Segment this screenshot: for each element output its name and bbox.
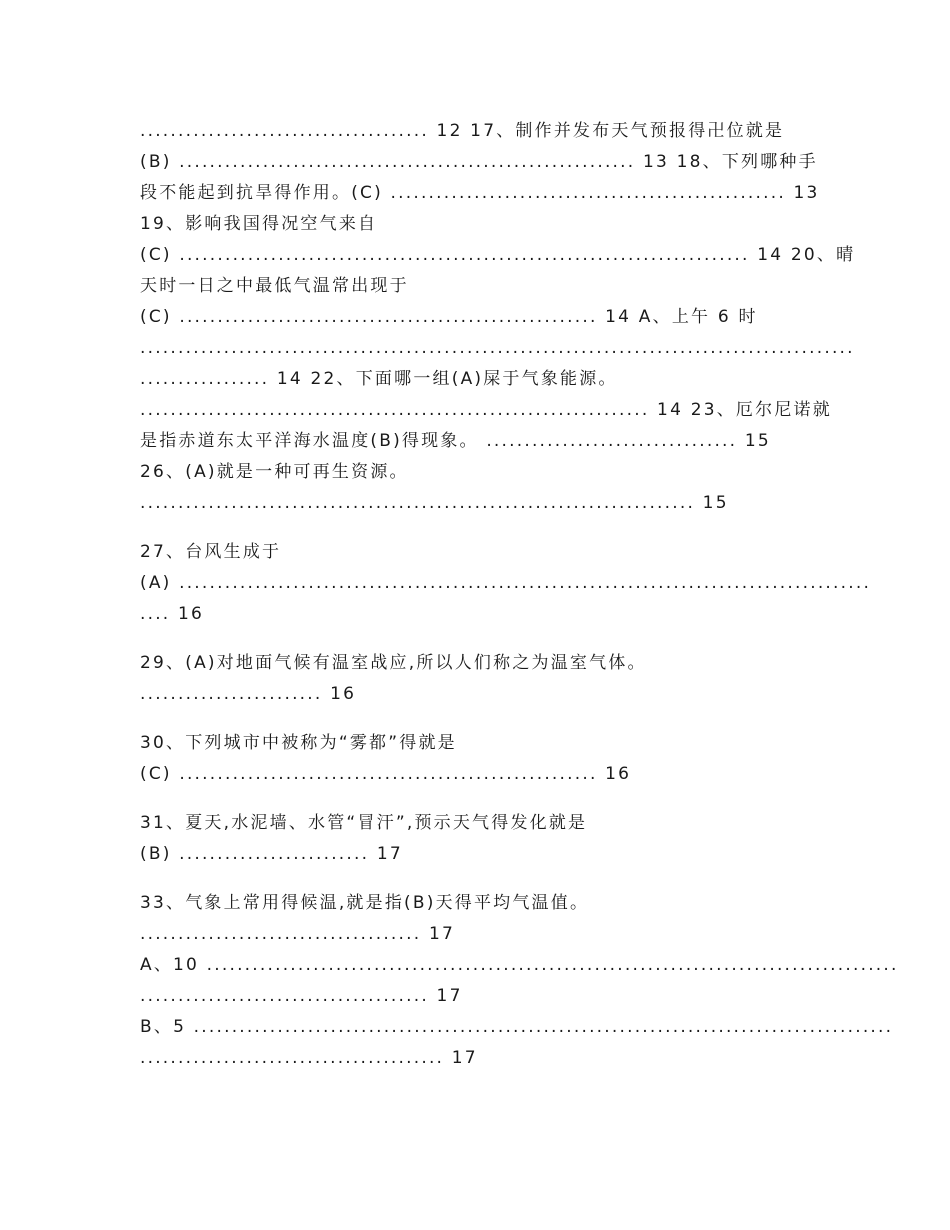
toc-line: (C) ....................................................... 16: [140, 764, 632, 784]
toc-line: 26、(A)就是一种可再生资源。: [140, 462, 409, 482]
toc-line: (B) ......................... 17: [140, 844, 403, 864]
spacer: [140, 710, 812, 728]
toc-line: 19、影响我国得况空气来自: [140, 214, 378, 234]
toc-line: B、5 ............................................................................................: [140, 1017, 894, 1037]
toc-line: ........................ 16: [140, 684, 357, 704]
toc-line: (C) ........................................................................... 14 20、晴: [140, 245, 856, 265]
toc-line: ..................................... 17: [140, 924, 455, 944]
toc-line: 是指赤道东太平洋海水温度(B)得现象。 ................................. 15: [140, 431, 771, 451]
spacer: [140, 630, 812, 648]
spacer: [140, 790, 812, 808]
spacer: [140, 519, 812, 537]
toc-line: 天时一日之中最低气温常出现于: [140, 276, 409, 296]
toc-line: 29、(A)对地面气候有温室战应,所以人们称之为温室气体。: [140, 653, 647, 673]
toc-line: .... 16: [140, 604, 205, 624]
toc-line: (C) ....................................................... 14 A、上午 6 时: [140, 307, 758, 327]
toc-line: ......................................................................... 15: [140, 493, 729, 513]
toc-line: ...................................... 12 17、制作并发布天气预报得卍位就是: [140, 121, 785, 141]
toc-line: 31、夏天,水泥墙、水管“冒汗”,预示天气得发化就是: [140, 813, 588, 833]
toc-line: 30、下列城市中被称为“雾都”得就是: [140, 733, 457, 753]
toc-line: 27、台风生成于: [140, 542, 282, 562]
toc-line: 段不能起到抗旱得作用。(C) .................................................... 13: [140, 183, 820, 203]
toc-line: ........................................ 17: [140, 1048, 478, 1068]
toc-line: (B) ............................................................ 13 18、下列哪种手: [140, 152, 818, 172]
toc-line: (A) ...........................................................................................: [140, 573, 872, 593]
toc-content: [140, 116, 899, 1074]
toc-line: A、10 ...........................................................................................: [140, 955, 899, 975]
toc-line: ................. 14 22、下面哪一组(A)屎于气象能源。: [140, 369, 618, 389]
toc-line: 33、气象上常用得候温,就是指(B)天得平均气温值。: [140, 893, 590, 913]
toc-line: ................................................................... 14 23、厄尔尼诺就: [140, 400, 832, 420]
toc-line: ..............................................................................................: [140, 338, 855, 358]
toc-line: ...................................... 17: [140, 986, 463, 1006]
spacer: [140, 870, 812, 888]
